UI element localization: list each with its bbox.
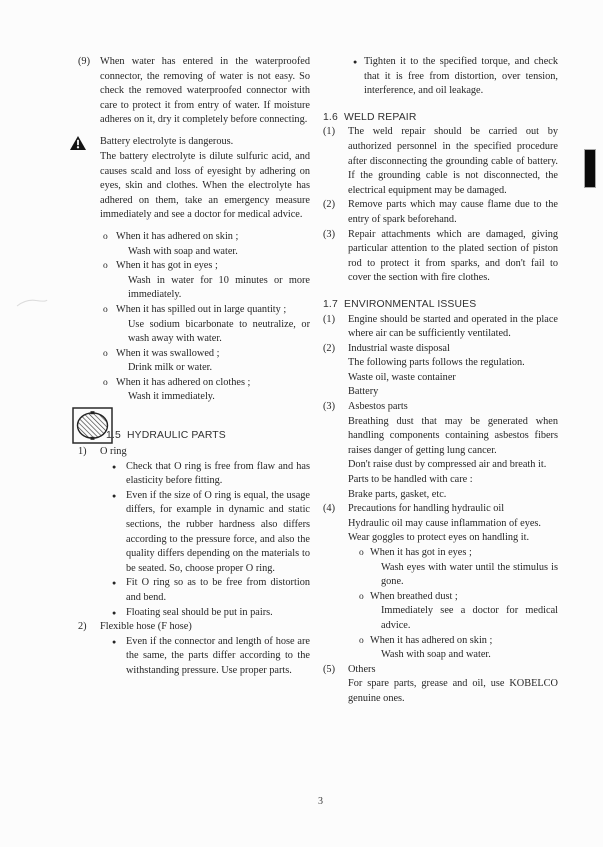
text-content: Even if the connector and length of hose are the same, the parts differ according to the withstanding pressure. Use proper parts.: [126, 635, 310, 676]
action-line: [323, 604, 558, 633]
text-content: O ring: [100, 446, 127, 458]
text-content: When it has spilled out in large quantity ;: [116, 303, 287, 315]
body-line: [323, 488, 558, 503]
text-content: Engine should be started and operated in the place where air can be sufficiently ventilated.: [348, 313, 558, 340]
text-content: Repair attachments which are damaged, giving particular attention to the plated section of piston rod to protect it from sparks, and don't fail to cover the section with fire clothes.: [348, 228, 558, 284]
action-line: [78, 245, 310, 260]
bullet-item: [78, 460, 310, 489]
text-content: Battery: [348, 386, 379, 398]
action-line: [78, 390, 310, 405]
sub-bullet-item: [78, 259, 310, 274]
text-content: The battery electrolyte is dilute sulfuric acid, and causes scald and loss of eyesight by adhering on eyes, skin and clothes. When the electrolyte has adhered on them, take an emergency measure immediately and see a doctor for medical advice.: [100, 150, 310, 221]
circle-bullet-icon: o: [359, 548, 364, 558]
sub-bullet-item: [78, 230, 310, 245]
action-line: [323, 648, 558, 663]
text-content: Fit O ring so as to be free from distortion and bend.: [126, 577, 310, 603]
text-content: Tighten it to the specified torque, and check that it is free from distortion, over tension, interference, and oil leakage.: [364, 56, 558, 97]
item-number: (4): [323, 503, 336, 515]
text-content: Asbestos parts: [348, 401, 408, 413]
numbered-item: [323, 228, 558, 286]
text-content: Immediately see a doctor for medical advice.: [381, 605, 558, 631]
pencil-mark: [16, 296, 48, 308]
bullet-item: [323, 55, 558, 99]
text-content: When breathed dust ;: [370, 590, 458, 602]
text-content: Wash in water for 10 minutes or more immediately.: [128, 274, 310, 301]
page-number: 3: [318, 796, 323, 807]
edge-tab: [584, 149, 596, 188]
o-ring-icon: [72, 407, 93, 445]
text-content: Precautions for handling hydraulic oil: [348, 503, 505, 515]
action-line: [78, 361, 310, 376]
text-content: Don't raise dust by compressed air and breath it.: [348, 459, 547, 471]
bullet-dot-icon: ●: [112, 579, 117, 588]
left-column: [78, 55, 310, 679]
item-number: (2): [323, 342, 336, 354]
text-content: Use sodium bicarbonate to neutralize, or wash away with water.: [128, 318, 310, 345]
item-number: (5): [323, 663, 336, 675]
text-content: Brake parts, gasket, etc.: [348, 488, 447, 500]
body-line: [323, 677, 558, 706]
sub-bullet-item: [78, 303, 310, 318]
text-content: Remove parts which may cause flame due to the entry of spark beforehand.: [348, 199, 558, 225]
text-content: Floating seal should be put in pairs.: [126, 606, 273, 618]
section-heading: [323, 111, 558, 126]
item-number: 1.5: [106, 430, 121, 442]
item-number: (1): [323, 126, 336, 138]
bullet-item: [78, 489, 310, 577]
circle-bullet-icon: o: [103, 348, 108, 359]
circle-bullet-icon: o: [103, 377, 108, 388]
text-content: When it has adhered on clothes ;: [116, 376, 251, 388]
body-line: [323, 531, 558, 546]
text-content: The following parts follows the regulation.: [348, 357, 525, 369]
text-content: The weld repair should be carried out by authorized personnel in the specified procedure after disconnecting the grounding cable of battery. If the grounding cable is not disconnected, the electrical equipment may be damaged.: [348, 126, 558, 196]
text-content: When it has got in eyes ;: [370, 547, 472, 558]
body-line: [323, 415, 558, 459]
body-line: [323, 356, 558, 371]
text-content: WELD REPAIR: [344, 111, 417, 123]
text-content: Wash it immediately.: [128, 391, 215, 403]
item-number: (3): [323, 228, 336, 240]
warning-title: [78, 135, 310, 150]
text-content: Others: [348, 663, 376, 675]
text-content: ENVIRONMENTAL ISSUES: [344, 298, 477, 310]
text-content: Hydraulic oil may cause inflammation of eyes.: [348, 517, 542, 529]
sub-bullet-item: [323, 546, 558, 561]
text-content: Waste oil, waste container: [348, 371, 456, 383]
bullet-dot-icon: ●: [112, 608, 117, 617]
bullet-dot-icon: ●: [112, 462, 117, 471]
numbered-item: [323, 502, 558, 517]
text-content: Industrial waste disposal: [348, 342, 450, 354]
right-column: [323, 55, 558, 707]
body-line: [323, 458, 558, 473]
text-content: Parts to be handled with care :: [348, 474, 473, 486]
text-content: Wash eyes with water until the stimulus is gone.: [381, 561, 558, 588]
text-content: Wash with soap and water.: [381, 649, 491, 661]
bullet-dot-icon: ●: [112, 491, 117, 500]
body-line: [323, 385, 558, 400]
text-content: When it has got in eyes ;: [116, 260, 218, 272]
item-number: (1): [323, 313, 336, 325]
bullet-dot-icon: ●: [112, 637, 117, 646]
item-number: (9): [78, 56, 91, 67]
numbered-item: [323, 313, 558, 342]
text-content: When water has entered in the waterproofed connector, the removing of water is not easy. So check the removed waterproofed connector with care to protect it from entry of water. If moisture adheres on it, dry it completely before connecting.: [100, 56, 310, 126]
sub-bullet-item: [323, 590, 558, 605]
item-number: (2): [323, 199, 336, 211]
section-heading: [323, 298, 558, 313]
text-content: Even if the size of O ring is equal, the usage differs, for example in dynamic and static sections, the rubber hardness also differs according to the pressure force, and also the quality differs depending on the materials to be seated. So, choose proper O ring.: [126, 489, 310, 574]
text-content: Wash with soap and water.: [128, 245, 238, 257]
text-content: Flexible hose (F hose): [100, 621, 192, 633]
numbered-item: [323, 198, 558, 227]
action-line: [78, 274, 310, 303]
action-line: [323, 561, 558, 590]
numbered-item: [323, 400, 558, 415]
numbered-item: [323, 342, 558, 357]
circle-bullet-icon: o: [359, 635, 364, 646]
sub-bullet-item: [323, 634, 558, 649]
item-number: (3): [323, 401, 336, 413]
bullet-dot-icon: ●: [353, 58, 358, 66]
warning-triangle-icon: [70, 135, 100, 150]
numbered-item: [78, 620, 310, 635]
text-content: Check that O ring is free from flaw and has elasticity before fitting.: [126, 460, 310, 487]
text-content: Battery electrolyte is dangerous.: [100, 135, 234, 147]
item-number: 1.6: [323, 111, 338, 123]
circle-bullet-icon: o: [103, 304, 108, 315]
text-content: When it has adhered on skin ;: [370, 634, 493, 646]
sub-bullet-item: [78, 376, 310, 391]
text-content: When it has adhered on skin ;: [116, 230, 239, 242]
bullet-item: [78, 576, 310, 605]
body-line: [78, 150, 310, 223]
bullet-item: [78, 606, 310, 621]
numbered-item: [78, 445, 310, 460]
sub-bullet-item: [78, 347, 310, 362]
numbered-item: [323, 663, 558, 678]
circle-bullet-icon: o: [359, 591, 364, 602]
body-line: [323, 517, 558, 532]
section-heading: [78, 407, 310, 445]
item-number: 1.7: [323, 298, 338, 310]
numbered-item: [323, 125, 558, 198]
bullet-item: [78, 635, 310, 679]
action-line: [78, 318, 310, 347]
item-number: 1): [78, 446, 87, 458]
text-content: For spare parts, grease and oil, use KOBELCO genuine ones.: [348, 678, 558, 704]
text-content: Breathing dust that may be generated when handling components containing asbestos fibers raises danger of getting lung cancer.: [348, 415, 558, 456]
text-content: HYDRAULIC PARTS: [127, 430, 226, 442]
text-content: Drink milk or water.: [128, 362, 213, 374]
numbered-item: [78, 55, 310, 128]
text-content: Wear goggles to protect eyes on handling it.: [348, 532, 530, 544]
body-line: [323, 473, 558, 488]
body-line: [323, 371, 558, 386]
circle-bullet-icon: o: [103, 231, 108, 242]
item-number: 2): [78, 621, 87, 633]
circle-bullet-icon: o: [103, 261, 108, 272]
text-content: When it was swallowed ;: [116, 347, 220, 359]
